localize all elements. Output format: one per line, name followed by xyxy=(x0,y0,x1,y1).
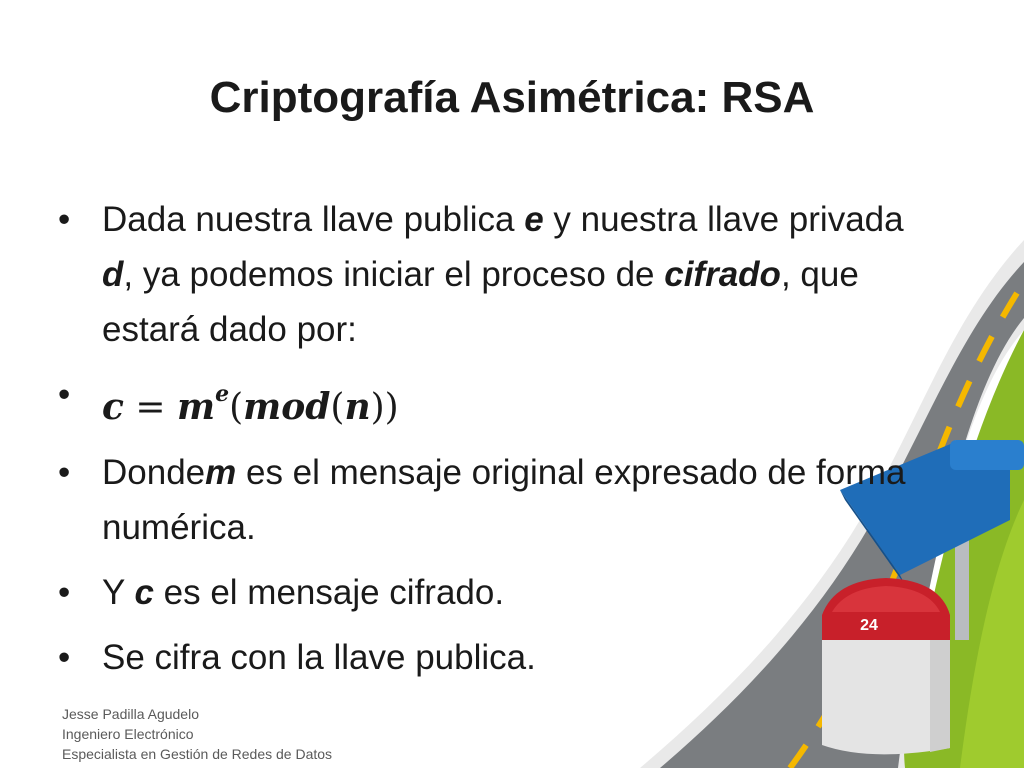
text: Dada nuestra llave publica xyxy=(102,200,525,239)
bullet-dot: • xyxy=(58,453,71,492)
text: Se cifra con la llave publica. xyxy=(102,638,536,677)
var-m: m xyxy=(176,386,216,428)
var-m: m xyxy=(205,453,237,492)
text: , que estará dado por: xyxy=(102,255,859,349)
bullet-item-formula xyxy=(58,367,938,435)
page-number: 24 xyxy=(860,617,878,634)
equals: = xyxy=(123,387,177,428)
text: Y xyxy=(102,573,135,612)
paren: ( xyxy=(330,387,345,428)
text: es el mensaje cifrado. xyxy=(153,573,505,612)
text: es el mensaje original expresado de forma numérica. xyxy=(102,453,906,547)
paren: ( xyxy=(229,387,244,428)
sign-top xyxy=(950,440,1024,470)
bullet-item-keys xyxy=(58,192,938,357)
bullet-item-c xyxy=(58,565,938,620)
text: y nuestra llave privada xyxy=(543,200,904,239)
word-cifrado: cifrado xyxy=(664,255,781,294)
bullet-dot: • xyxy=(58,375,71,414)
footer-author: Jesse Padilla Agudelo xyxy=(62,706,199,722)
op-mod: mod xyxy=(243,386,331,428)
text: Donde xyxy=(102,453,206,492)
bullet-item-m xyxy=(58,445,938,555)
var-c: c xyxy=(134,573,154,612)
bullet-item-public-key xyxy=(58,630,938,685)
bullet-dot: • xyxy=(58,638,71,677)
formula xyxy=(102,381,399,428)
bullet-dot: • xyxy=(58,200,71,239)
bullet-dot: • xyxy=(58,573,71,612)
footer-specialty: Especialista en Gestión de Redes de Datos xyxy=(62,746,333,762)
footer-role: Ingeniero Electrónico xyxy=(62,726,194,742)
bullet-list xyxy=(58,192,938,695)
footer xyxy=(62,704,332,764)
paren: )) xyxy=(370,387,399,428)
var-d: d xyxy=(102,255,124,294)
exp-e: e xyxy=(215,381,230,407)
var-n: n xyxy=(344,386,371,428)
var-e: e xyxy=(524,200,544,239)
text: , ya podemos iniciar el proceso de xyxy=(123,255,665,294)
slide-title: Criptografía Asimétrica: RSA xyxy=(209,73,815,122)
var-c: c xyxy=(102,386,124,428)
